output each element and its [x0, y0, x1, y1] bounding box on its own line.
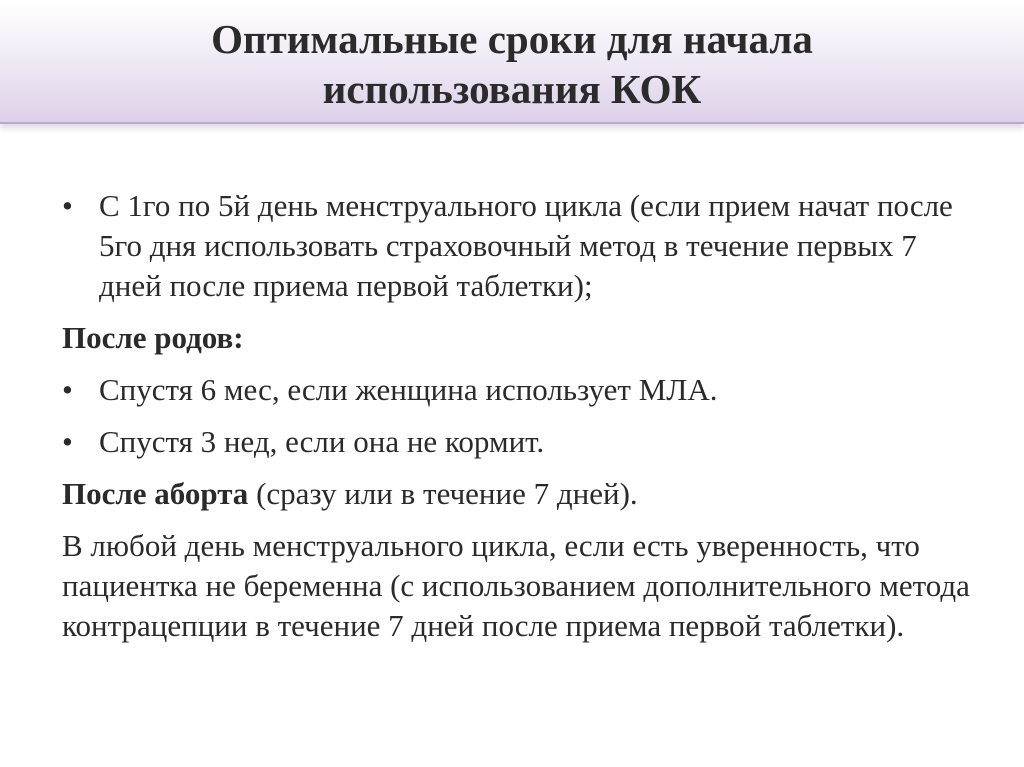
list-item — [62, 370, 982, 410]
item-text: С 1го по 5й день менструального цикла (если прием начат после 5го дня использовать страховочный метод в течение первых 7 дней после приема первой таблетки); — [99, 188, 953, 303]
bullet-icon: • — [62, 188, 73, 223]
bullet-icon: • — [62, 372, 73, 407]
title-line-2: использования КОК — [322, 66, 702, 112]
after-abortion-text: (сразу или в течение 7 дней). — [248, 476, 638, 511]
heading-text: После родов: — [62, 320, 244, 355]
title-line-1: Оптимальные сроки для начала — [211, 16, 813, 62]
after-birth-heading — [62, 318, 982, 358]
any-day-paragraph: В любой день менструального цикла, если есть уверенность, что пациентка не беременна (с использованием дополнительного метода контрацепции в течение 7 дней после приема первой таблетки). — [62, 528, 970, 643]
after-abortion-line — [62, 474, 982, 514]
item-text: Спустя 3 нед, если она не кормит. — [99, 424, 545, 459]
list-item — [62, 422, 982, 462]
heading-text: После аборта — [62, 476, 249, 511]
bullet-icon: • — [62, 424, 73, 459]
list-item — [62, 186, 982, 306]
slide-title — [0, 14, 1024, 114]
slide-body — [62, 186, 982, 646]
item-text: Спустя 6 мес, если женщина использует МЛА. — [99, 372, 718, 407]
